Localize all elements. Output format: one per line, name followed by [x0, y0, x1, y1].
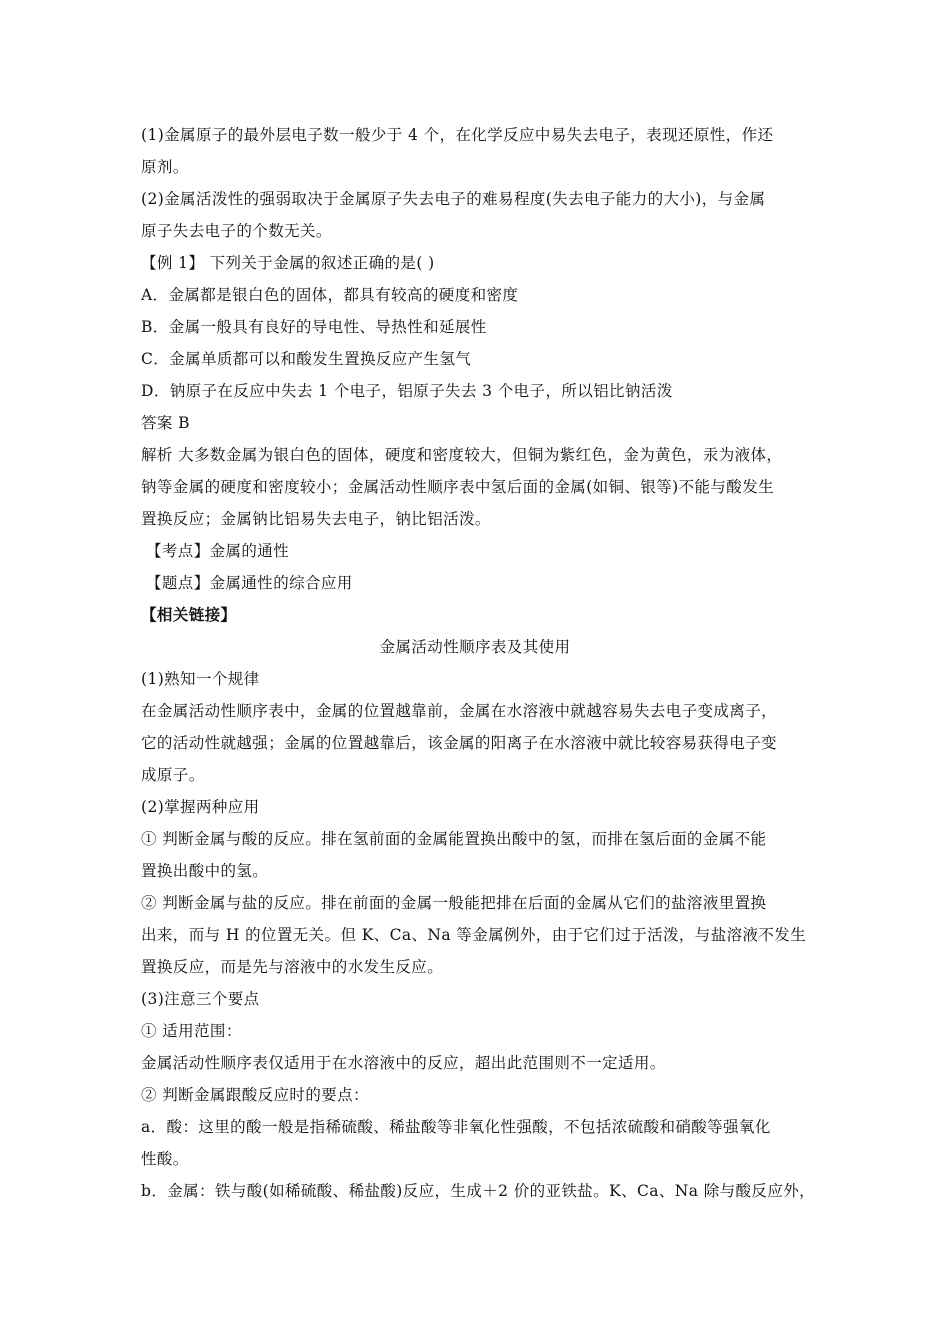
related-links-heading: 【相关链接】 — [141, 605, 237, 624]
text-line: ① 判断金属与酸的反应。排在氢前面的金属能置换出酸中的氢，而排在氢后面的金属不能 — [141, 830, 767, 848]
text-line: 性酸。 — [141, 1150, 189, 1168]
text-line: (2)金属活泼性的强弱取决于金属原子失去电子的难易程度(失去电子能力的大小)，与金属 — [141, 190, 766, 208]
answer-line: 答案 B — [141, 414, 190, 432]
text-line: (1)熟知一个规律 — [141, 670, 260, 688]
text-line: ① 适用范围： — [141, 1022, 242, 1040]
text-line: 原剂。 — [141, 158, 189, 176]
analysis-line: 解析 大多数金属为银白色的固体，硬度和密度较大，但铜为紫红色，金为黄色，汞为液体， — [141, 446, 783, 464]
text-line: 出来，而与 H 的位置无关。但 K、Ca、Na 等金属例外，由于它们过于活泼，与盐溶液不发生 — [141, 926, 807, 944]
text-line: 它的活动性就越强；金属的位置越靠后，该金属的阳离子在水溶液中就比较容易获得电子变 — [141, 734, 778, 752]
text-line: 金属活动性顺序表仅适用于在水溶液中的反应，超出此范围则不一定适用。 — [141, 1054, 666, 1072]
text-line: 置换出酸中的氢。 — [141, 862, 269, 880]
example-heading: 【例 1】 下列关于金属的叙述正确的是( ) — [141, 254, 435, 272]
analysis-line: 钠等金属的硬度和密度较小；金属活动性顺序表中氢后面的金属(如铜、银等)不能与酸发生 — [141, 478, 774, 496]
text-line: ② 判断金属跟酸反应时的要点： — [141, 1086, 369, 1104]
text-line: b．金属：铁与酸(如稀硫酸、稀盐酸)反应，生成＋2 价的亚铁盐。K、Ca、Na 除与酸反应外， — [141, 1182, 816, 1200]
text-line: (2)掌握两种应用 — [141, 798, 260, 816]
knowledge-point: 【考点】金属的通性 — [146, 542, 290, 560]
text-line: 在金属活动性顺序表中，金属的位置越靠前，金属在水溶液中就越容易失去电子变成离子， — [141, 702, 778, 720]
text-line: ② 判断金属与盐的反应。排在前面的金属一般能把排在后面的金属从它们的盐溶液里置换 — [141, 894, 767, 912]
text-line: 成原子。 — [141, 766, 205, 784]
analysis-line: 置换反应；金属钠比铝易失去电子，钠比铝活泼。 — [141, 510, 491, 528]
text-line: 置换反应，而是先与溶液中的水发生反应。 — [141, 958, 444, 976]
option-a: A．金属都是银白色的固体，都具有较高的硬度和密度 — [141, 286, 519, 304]
option-d: D．钠原子在反应中失去 1 个电子，铝原子失去 3 个电子，所以铝比钠活泼 — [141, 382, 673, 400]
option-c: C．金属单质都可以和酸发生置换反应产生氢气 — [141, 350, 472, 368]
text-line: (1)金属原子的最外层电子数一般少于 4 个，在化学反应中易失去电子，表现还原性，作还 — [141, 126, 774, 144]
text-line: 原子失去电子的个数无关。 — [141, 222, 332, 240]
option-b: B．金属一般具有良好的导电性、导热性和延展性 — [141, 318, 487, 336]
text-line: (3)注意三个要点 — [141, 990, 260, 1008]
section-title: 金属活动性顺序表及其使用 — [379, 638, 571, 656]
text-line: a．酸：这里的酸一般是指稀硫酸、稀盐酸等非氧化性强酸，不包括浓硫酸和硝酸等强氧化 — [141, 1118, 771, 1136]
question-point: 【题点】金属通性的综合应用 — [146, 574, 353, 592]
